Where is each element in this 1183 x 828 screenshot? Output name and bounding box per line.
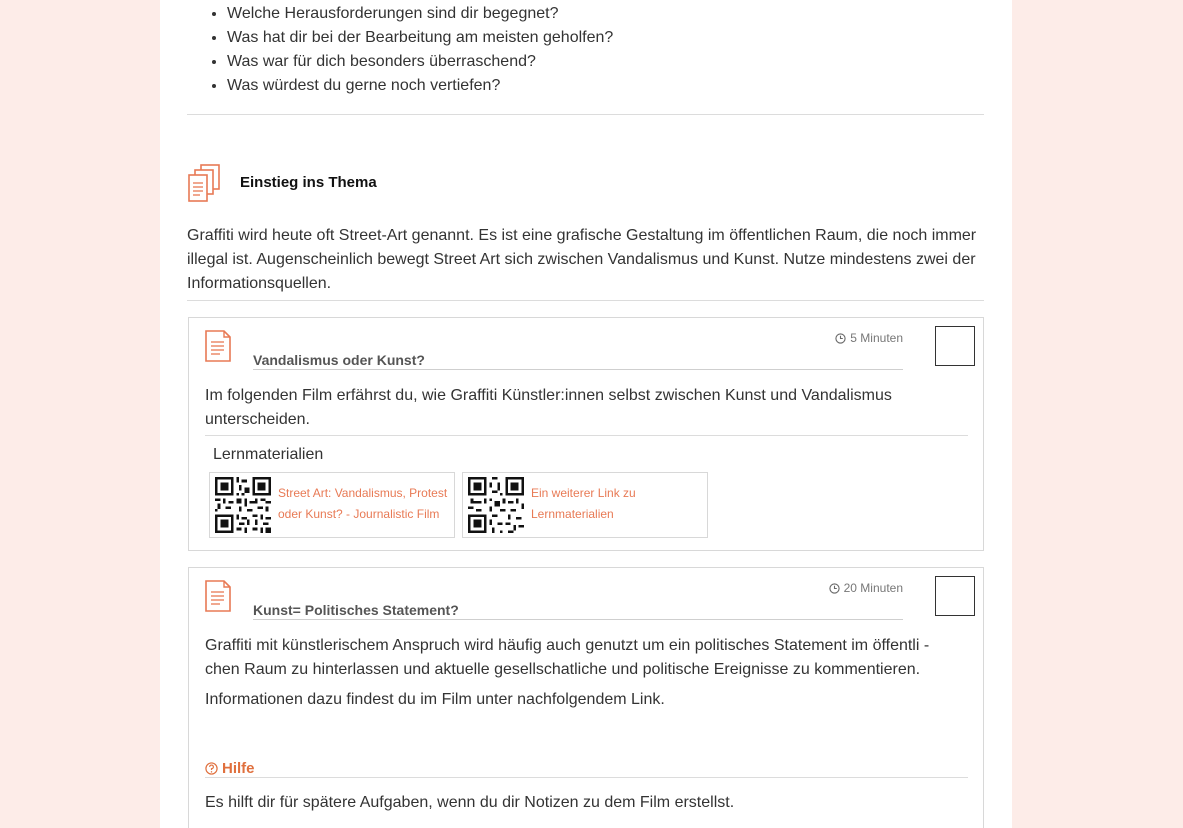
section-intro: Graffiti wird heute oft Street-Art genannt. Es ist eine grafische Gestaltung im öffentlichen Raum, die noch immer illegal ist. Augenscheinlich bewegt Street Art sich zwischen Vandalismus und Kunst. Nutze mindestens zwei der Informationsquellen. — [187, 227, 977, 292]
duration — [835, 331, 903, 345]
clock-icon — [829, 583, 840, 594]
material-link[interactable]: Ein weiterer Link zu Lernmaterialien — [531, 486, 636, 521]
list-item: • Was war für dich besonders überraschend? — [227, 50, 613, 74]
divider — [205, 435, 968, 436]
divider — [187, 300, 984, 301]
materials-heading: Lernmaterialien — [213, 446, 324, 463]
question-icon — [205, 762, 218, 775]
reflection-question-list — [187, 2, 613, 98]
task-description-2: Informationen dazu findest du im Film unter nachfolgendem Link. — [205, 691, 665, 708]
material-link-card[interactable] — [462, 472, 708, 538]
material-link-card[interactable] — [209, 472, 455, 538]
task-card-vandalismus — [188, 317, 984, 551]
help-label: Hilfe — [222, 760, 255, 777]
duration-label: 5 Minuten — [850, 331, 903, 345]
worksheet-page — [160, 0, 1012, 828]
task-complete-checkbox[interactable] — [935, 326, 975, 366]
duration-label: 20 Minuten — [843, 581, 903, 595]
material-link[interactable]: Street Art: Vandalismus, Protest oder Kunst? - Journalistic Film — [278, 486, 448, 521]
document-icon — [204, 329, 232, 363]
help-text: Es hilft dir für spätere Aufgaben, wenn du dir Notizen zu dem Film erstellst. — [205, 794, 735, 811]
clock-icon — [835, 333, 846, 344]
list-item: • Welche Herausforderungen sind dir begegnet? — [227, 2, 613, 26]
documents-stack-icon — [187, 163, 221, 203]
list-item: • Was würdest du gerne noch vertiefen? — [227, 74, 613, 98]
help-toggle[interactable] — [205, 760, 968, 778]
list-item: • Was hat dir bei der Bearbeitung am meisten geholfen? — [227, 26, 613, 50]
task-title: Kunst= Politisches Statement? — [253, 602, 903, 620]
task-description: Im folgenden Film erfährst du, wie Graffiti Künstler:innen selbst zwischen Kunst und Vandalismus unterscheiden. — [205, 387, 892, 428]
document-icon — [204, 579, 232, 613]
duration — [829, 581, 903, 595]
section-title: Einstieg ins Thema — [240, 174, 377, 191]
task-card-politisches-statement — [188, 567, 984, 828]
task-complete-checkbox[interactable] — [935, 576, 975, 616]
divider — [187, 114, 984, 115]
qr-code-icon — [215, 477, 271, 533]
task-title: Vandalismus oder Kunst? — [253, 352, 903, 370]
task-description: Graffiti mit künstlerischem Anspruch wird häufig auch genutzt um ein politisches Statement im öffentli - chen Raum zu hinterlassen und aktuelle gesellschatliche und politische Ereignisse zu kommentieren. — [205, 637, 930, 678]
qr-code-icon — [468, 477, 524, 533]
